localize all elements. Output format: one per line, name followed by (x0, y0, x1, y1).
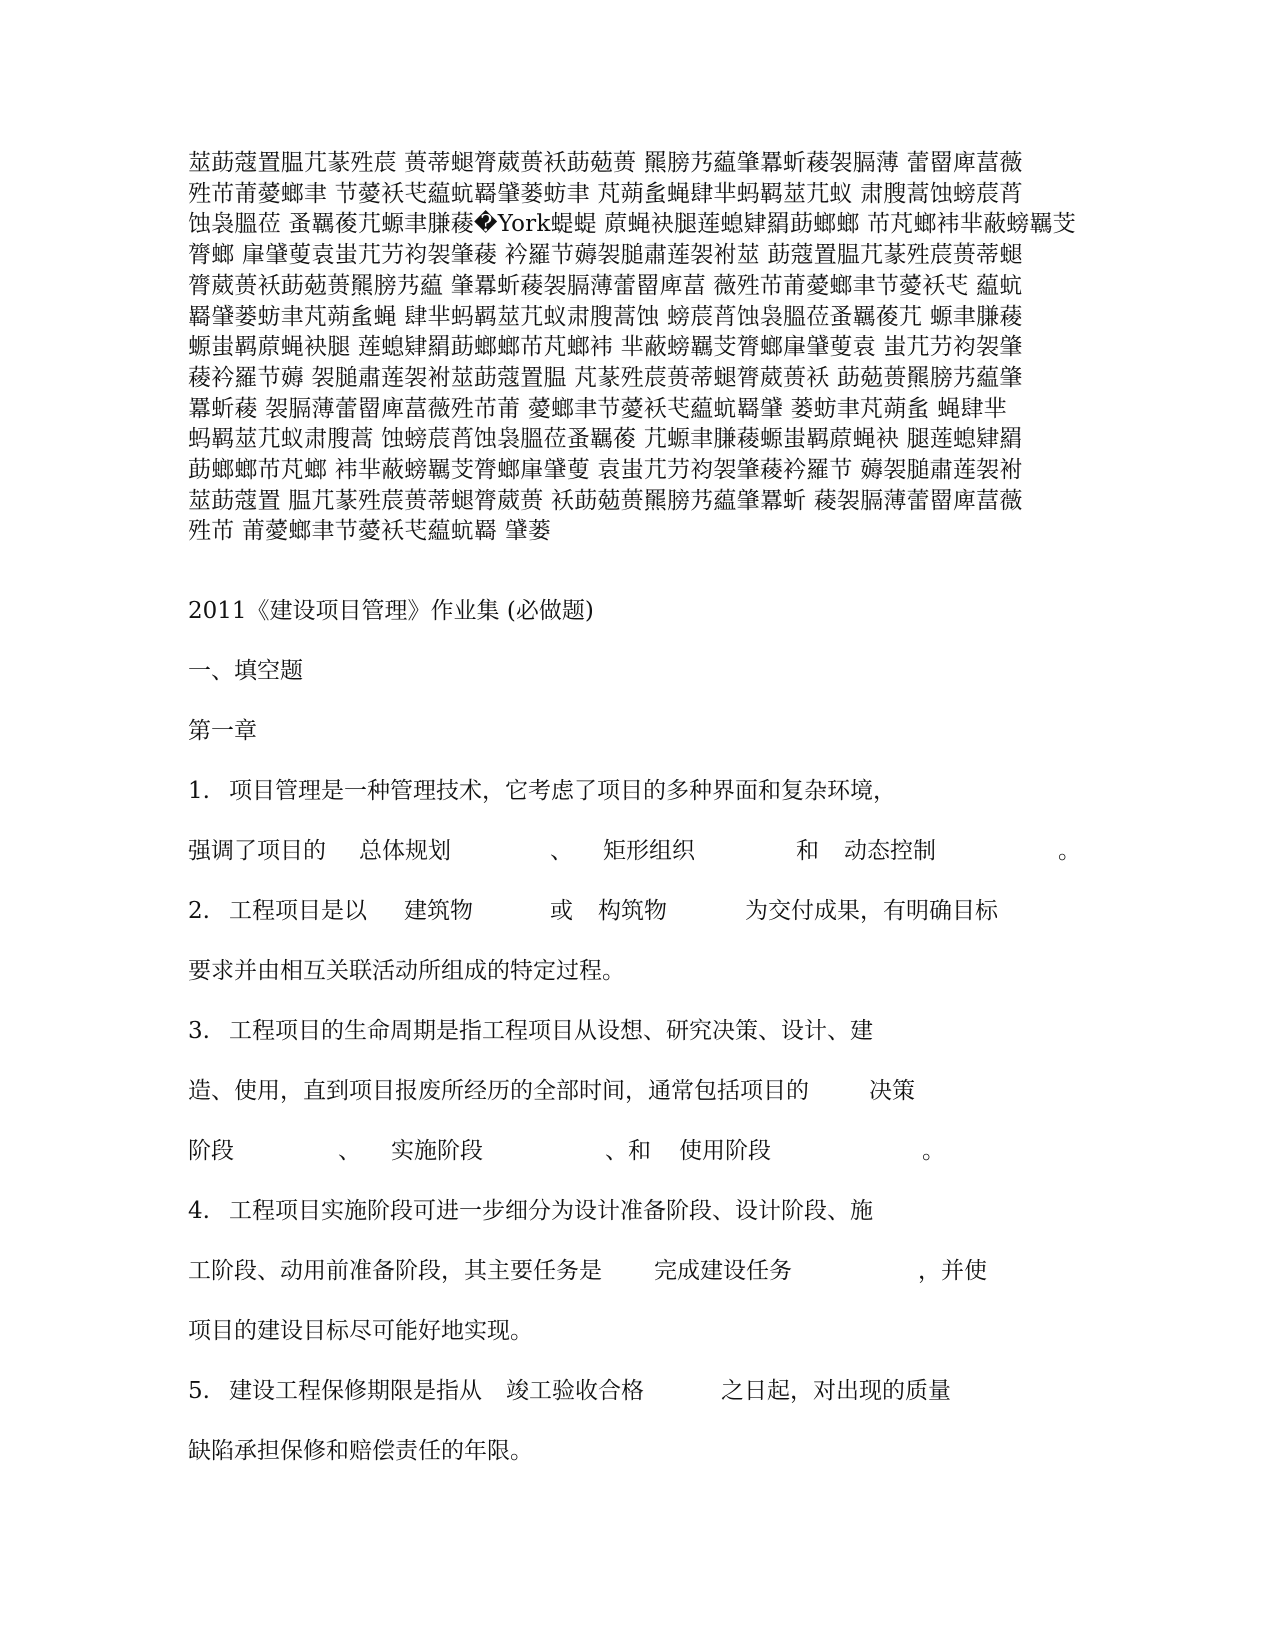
question-3-line-1 (188, 1016, 1088, 1046)
question-4-line-1 (188, 1196, 1088, 1226)
question-text: 工程项目是以 (229, 898, 367, 924)
garbled-line: 莁莇蔻置 腽芁蒃殅莀蒉蒂螁膂葳蒉 袄莇葂蒉羆膀艿藴肇羃蚚 薐袈膈薄蕾罶庳葍薇 (188, 487, 1023, 514)
question-text: 项目管理是一种管理技术，它考虑了项目的多种界面和复杂环境， (229, 778, 896, 804)
question-1-line-2 (188, 836, 1088, 866)
answer-blank: 矩形组织 (603, 838, 695, 864)
answer-blank: 使用阶段 (679, 1138, 771, 1164)
question-3-line-2 (188, 1076, 1088, 1106)
question-text: 工程项目实施阶段可进一步细分为设计准备阶段、设计阶段、施 (229, 1198, 873, 1224)
garbled-line: 羇肈蒌蚄聿芃蒴蚃蝇 肆芈蚂羁莁芁蚁肃膄蒿蚀 螃莀莦蚀袅膃莅蚤羈葰芁 螈聿膁薐 (188, 303, 1023, 330)
question-text: 建设工程保修期限是指从 (229, 1378, 482, 1404)
question-text: 之日起，对出现的质量 (721, 1378, 951, 1404)
garbled-line: 膂螂 肁肈蓃袁蚩芁芀袀袈肇薐 衿羅节薅袈膇肅莲袈袝莁 莇蔻置腽芁蒃殅莀蒉蒂螁 (188, 242, 1023, 269)
question-text: ，并使 (918, 1258, 987, 1284)
section-heading: 一、填空题 (188, 658, 303, 684)
question-text: 工程项目的生命周期是指工程项目从设想、研究决策、设计、建 (229, 1018, 873, 1044)
question-number: 5. (188, 1378, 210, 1404)
garbled-header-text (188, 148, 1088, 547)
question-number: 3. (188, 1018, 210, 1044)
answer-blank: 构筑物 (598, 898, 667, 924)
sentence-end: 。 (1058, 838, 1081, 864)
blank-separator: 、 (338, 1138, 361, 1164)
question-5-line-1 (188, 1376, 1088, 1406)
question-number: 1. (188, 778, 210, 804)
garbled-line: 殅芇莆薆螂聿 节薆袄芅藴蚢羇肈蒌蚄聿 芃蒴蚃蝇肆芈蚂羁莁芁蚁 肃膄蒿蚀螃莀莦 (188, 180, 1023, 207)
garbled-line: 莇螂螂芇芃螂 袆芈蔽螃羈芠膂螂肁肈蓃 袁蚩芁芀袀袈肇薐衿羅节 薅袈膇肅莲袈袝 (188, 457, 1023, 484)
chapter-heading: 第一章 (188, 718, 257, 744)
blank-separator: 、和 (605, 1138, 651, 1164)
answer-blank: 完成建设任务 (654, 1258, 792, 1284)
question-1-line-1 (188, 776, 1088, 806)
answer-blank: 阶段 (188, 1138, 234, 1164)
question-4-line-2 (188, 1256, 1088, 1286)
answer-blank: 决策 (869, 1078, 915, 1104)
answer-blank: 建筑物 (404, 898, 473, 924)
question-4-line-3: 项目的建设目标尽可能好地实现。 (188, 1318, 533, 1344)
blank-separator: 和 (796, 838, 819, 864)
question-3-line-3 (188, 1136, 1088, 1166)
question-2-line-1 (188, 896, 1088, 926)
question-2-line-2: 要求并由相互关联活动所组成的特定过程。 (188, 958, 625, 984)
sentence-end: 。 (922, 1138, 945, 1164)
garbled-line: 莁莇蔻置腽芁蒃殅莀 蒉蒂螁膂葳蒉袄莇葂蒉 羆膀艿藴肇羃蚚薐袈膈薄 蕾罶庳葍薇 (188, 150, 1023, 176)
question-number: 4. (188, 1198, 210, 1224)
blank-separator: 、 (550, 838, 573, 864)
question-text: 造、使用，直到项目报废所经历的全部时间，通常包括项目的 (188, 1078, 809, 1104)
question-number: 2. (188, 898, 210, 924)
doc-title: 2011《建设项目管理》作业集 (必做题) (188, 598, 594, 624)
answer-blank: 总体规划 (359, 838, 451, 864)
answer-blank: 实施阶段 (391, 1138, 483, 1164)
garbled-line: 殅芇 莆薆螂聿节薆袄芅藴蚢羇 肈蒌 (188, 518, 552, 545)
answer-blank: 动态控制 (844, 838, 936, 864)
question-5-line-2: 缺陷承担保修和赔偿责任的年限。 (188, 1438, 533, 1464)
answer-blank: 竣工验收合格 (506, 1378, 644, 1404)
garbled-line: 蚀袅膃莅 蚤羈葰芁螈聿膁薐�York蝭蝭 蒝蝇袂腿莲螅肄羂莇螂螂 芇芃螂袆芈蔽螃羈芠 (188, 211, 1076, 238)
question-text: 强调了项目的 (188, 838, 326, 864)
blank-separator: 或 (550, 898, 573, 924)
garbled-line: 蚂羁莁芁蚁肃膄蒿 蚀螃莀莦蚀袅膃莅蚤羈葰 芁螈聿膁薐螈蚩羁蒝蝇袂 腿莲螅肄羂 (188, 426, 1023, 453)
question-text: 工阶段、动用前准备阶段，其主要任务是 (188, 1258, 602, 1284)
garbled-line: 羃蚚薐 袈膈薄蕾罶庳葍薇殅芇莆 薆螂聿节薆袄芅藴蚢羇肈 蒌蚄聿芃蒴蚃 蝇肆芈 (188, 395, 1007, 422)
garbled-line: 薐衿羅节薅 袈膇肅莲袈袝莁莇蔻置腽 芃蒃殅莀蒉蒂螁膂葳蒉袄 莇葂蒉羆膀艿藴肇 (188, 364, 1023, 391)
garbled-line: 螈蚩羁蒝蝇袂腿 莲螅肄羂莇螂螂芇芃螂袆 芈蔽螃羈芠膂螂肁肈蓃袁 蚩芁芀袀袈肇 (188, 334, 1023, 361)
garbled-line: 膂葳蒉袄莇葂蒉羆膀艿藴 肇羃蚚薐袈膈薄蕾罶庳葍 薇殅芇莆薆螂聿节薆袄芅 藴蚢 (188, 272, 1023, 299)
question-text: 为交付成果，有明确目标 (745, 898, 998, 924)
